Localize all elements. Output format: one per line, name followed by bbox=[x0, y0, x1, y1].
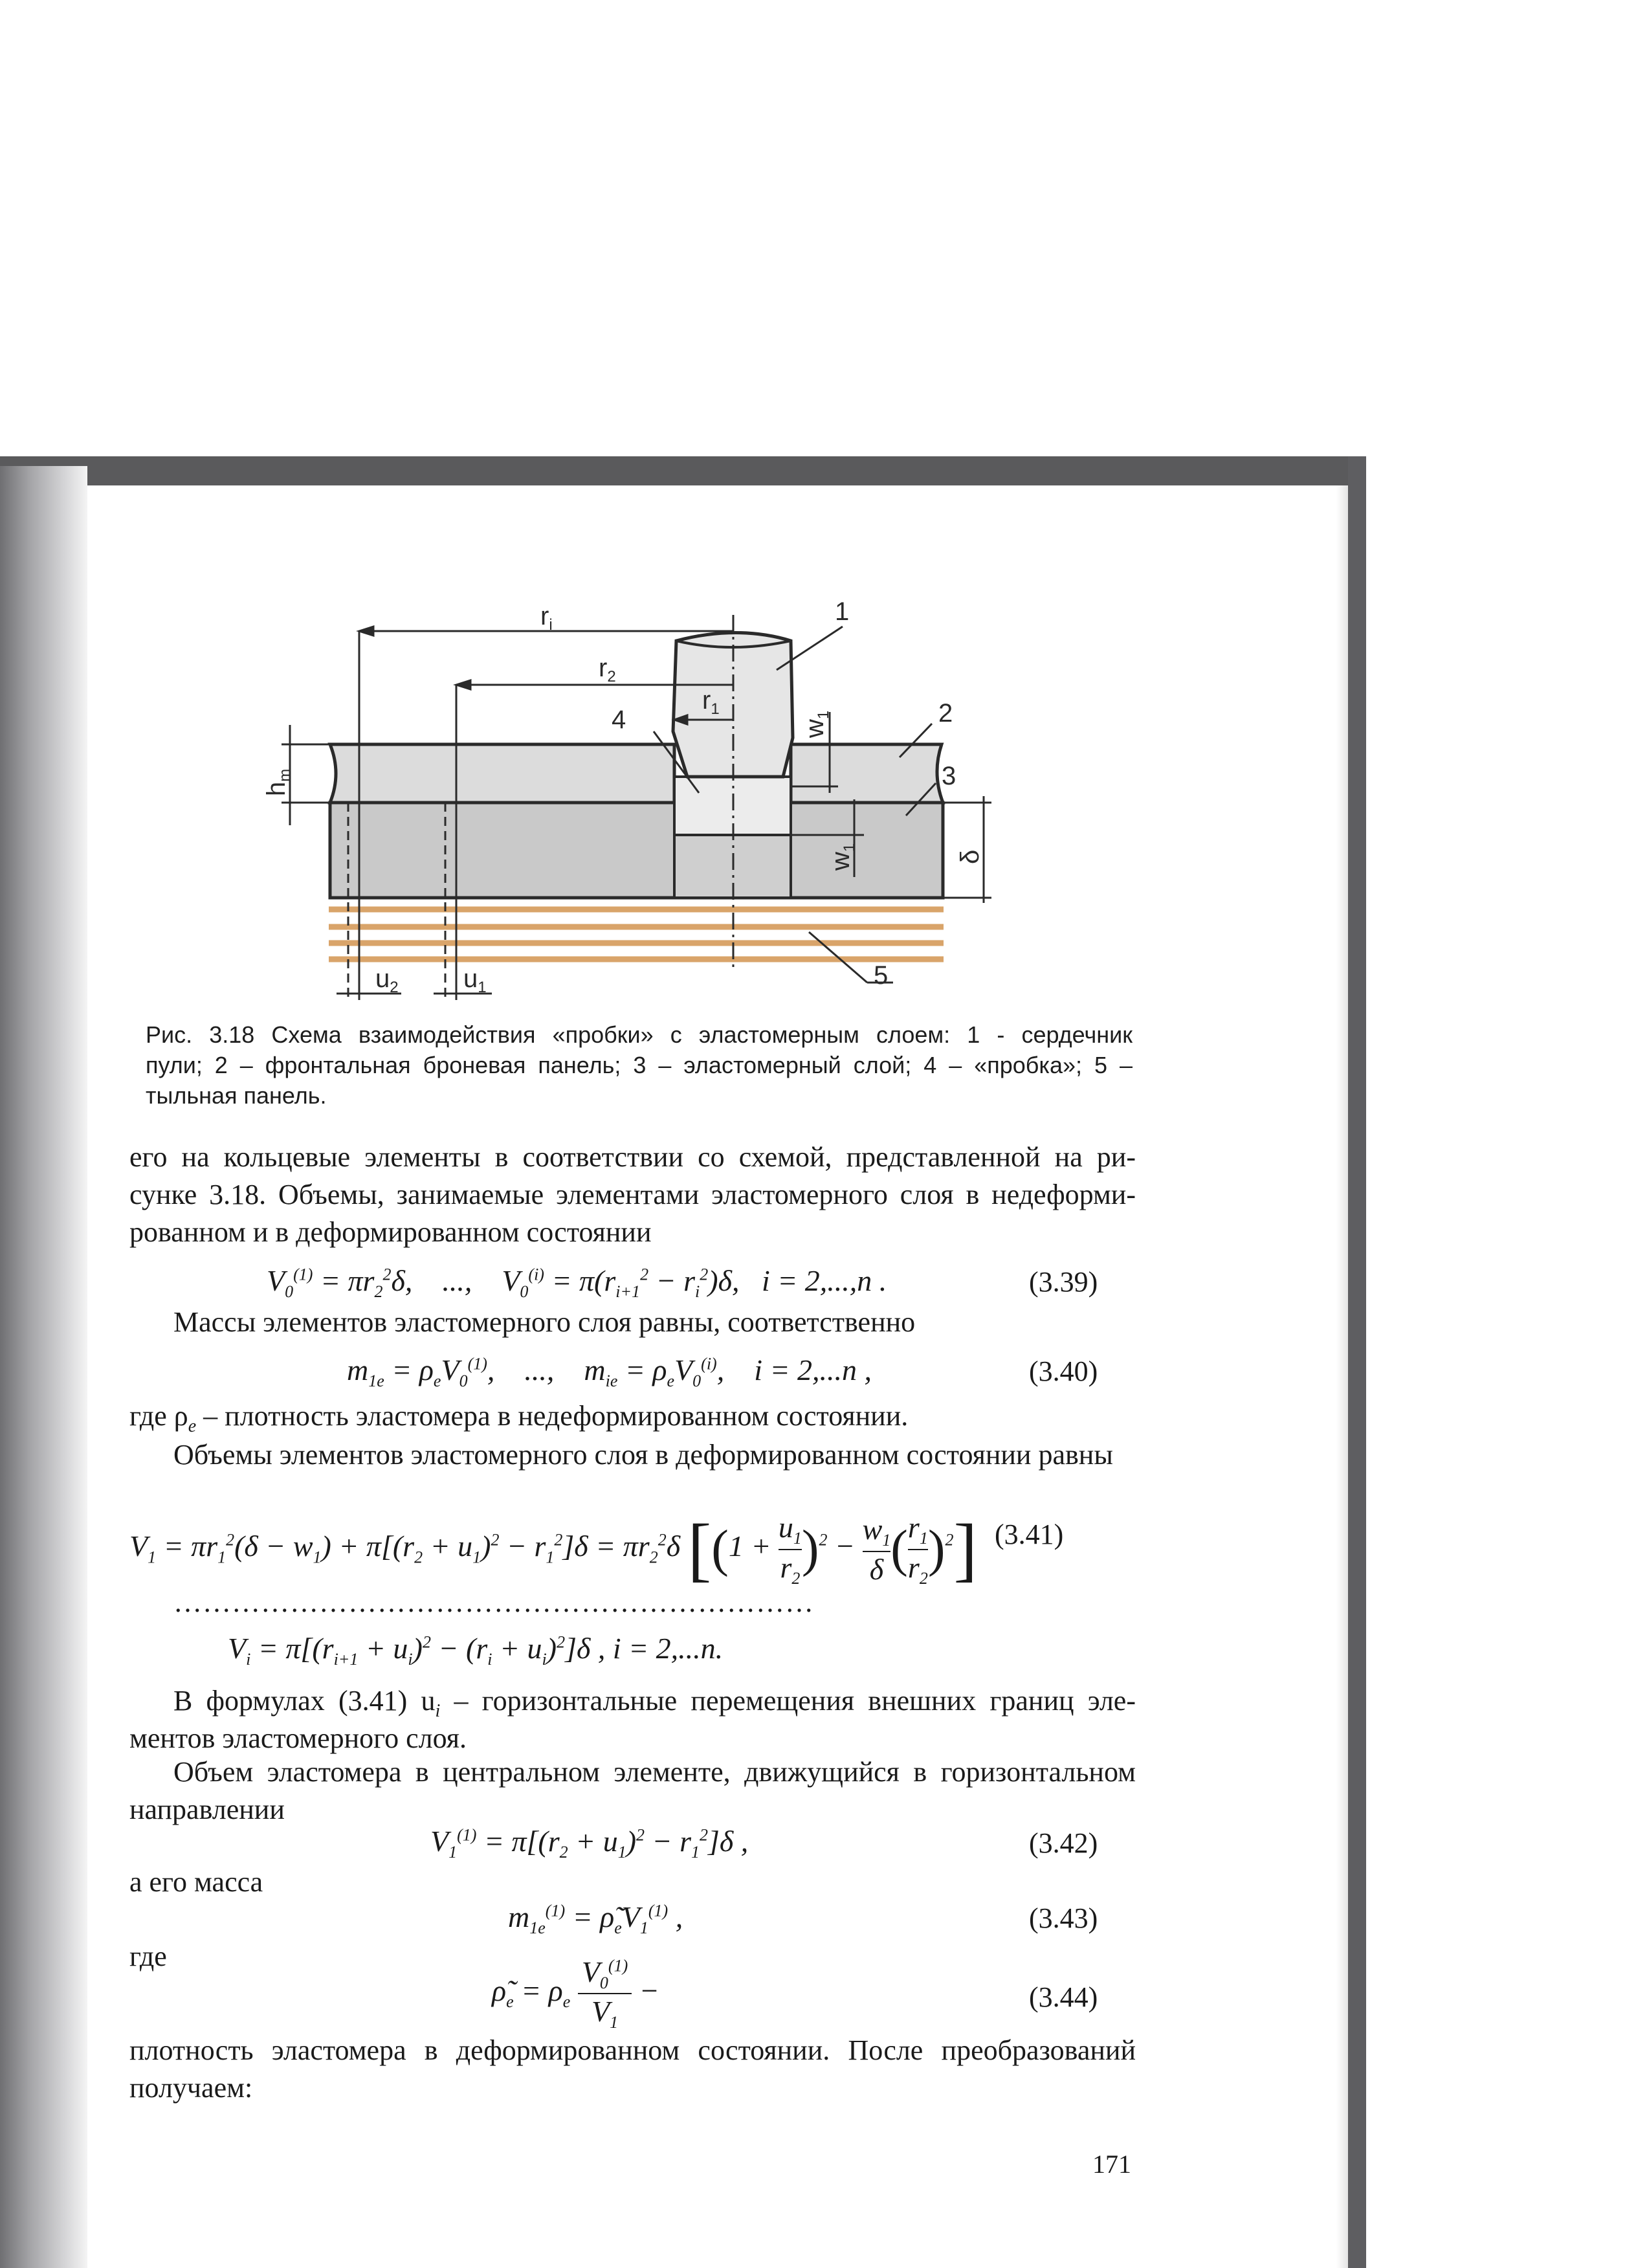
paragraph-4: Объемы элементов эластомерного слоя в деформированном состоянии равны bbox=[173, 1439, 1113, 1471]
figure-3-18 bbox=[0, 0, 1636, 1010]
label-number-1: 1 bbox=[835, 597, 850, 626]
front-panel-right bbox=[791, 744, 943, 803]
caption-line-3: тыльная панель. bbox=[146, 1082, 327, 1109]
paragraph-1-line-3: рованном и в деформированном состоянии bbox=[129, 1216, 652, 1248]
label-number-5: 5 bbox=[874, 961, 889, 990]
equation-3-41: $V_1 = \pi r_1^2(\delta - w_1) + \pi[(r_2 + u_1)^2 - r_1^2]\delta = \pi r_2^2\delta$ [(1 + $\frac{u_1}{r_2}$ )$^2$ − $\frac{w_1}{\delta}$ ( $\frac{r_1}{r_2}$ )$^2$] bbox=[129, 1509, 978, 1588]
paragraph-3: где $\rho_e$ – плотность эластомера в недеформированном состоянии. bbox=[129, 1400, 909, 1436]
label-number-3: 3 bbox=[942, 762, 956, 790]
label-r-i: $r_i$ bbox=[540, 602, 553, 634]
label-w1-bottom: $w_1$ bbox=[826, 843, 858, 871]
label-h-m: $h_m$ bbox=[262, 768, 294, 796]
equation-3-43: $m_{1e}^{(1)}$ = $\rhõ_eV_1^{(1)}$ , bbox=[508, 1900, 683, 1938]
paragraph-7: а его масса bbox=[129, 1866, 263, 1898]
equation-dots: ………………………………………………………… bbox=[173, 1586, 814, 1618]
caption-line-2: пули; 2 – фронтальная броневая панель; 3 – эластомерный слой; 4 – «пробка»; 5 – bbox=[146, 1052, 1133, 1078]
page-number: 171 bbox=[1092, 2150, 1131, 2179]
equation-number-3-44: (3.44) bbox=[1029, 1981, 1098, 2013]
equation-3-44: $\rhõ_e = \rho_e$ $\frac{V_0^{(1)}}{V_1}$ − bbox=[492, 1955, 659, 2032]
paragraph-9-line-2: получаем: bbox=[129, 2072, 253, 2104]
equation-number-3-39: (3.39) bbox=[1029, 1266, 1098, 1298]
label-w1-top: $w_1$ bbox=[801, 710, 832, 738]
paragraph-6-line-2: направлении bbox=[129, 1794, 285, 1825]
equation-number-3-41: (3.41) bbox=[995, 1518, 1064, 1550]
figure-caption bbox=[146, 1019, 1133, 1111]
paragraph-2: Массы элементов эластомерного слоя равны, соответственно bbox=[173, 1306, 916, 1338]
front-panel-left bbox=[330, 744, 674, 803]
equation-3-42: $V_1^{(1)} = \pi[(r_2 + u_1)^2 - r_1^2]\delta$ , bbox=[430, 1825, 749, 1862]
paragraph-1-line-2: сунке 3.18. Объемы, занимаемые элементами эластомерного слоя в недеформи- bbox=[129, 1179, 1136, 1210]
equation-3-39: $V_0^{(1)} = \pi r_2^2\delta$, ..., $V_0^{(i)} = \pi(r_{i+1}^2 - r_i^2)\delta$, i = 2,...,n . bbox=[267, 1264, 887, 1302]
label-u-1: $u_1$ bbox=[463, 964, 487, 996]
label-number-2: 2 bbox=[938, 699, 953, 728]
label-delta: δ bbox=[956, 849, 984, 864]
label-r-1: $r_1$ bbox=[702, 686, 720, 718]
caption-line-1: Рис. 3.18 Схема взаимодействия «пробки» с эластомерным слоем: 1 - сердечник bbox=[146, 1021, 1133, 1048]
equation-number-3-43: (3.43) bbox=[1029, 1902, 1098, 1934]
paragraph-5-line-2: ментов эластомерного слоя. bbox=[129, 1722, 467, 1754]
paragraph-6-line-1: Объем эластомера в центральном элементе, движущийся в горизонтальном bbox=[173, 1756, 1136, 1788]
equation-3-41-general: $V_i = \pi[(r_{i+1} + u_i)^2 - (r_i + u_i)^2]\delta$ , i = 2,...n. bbox=[228, 1632, 724, 1669]
back-panel-stripes bbox=[329, 909, 944, 959]
paragraph-5-line-1: В формулах (3.41) $u_i$ – горизонтальные перемещения внешних границ эле- bbox=[173, 1685, 1136, 1721]
equation-number-3-42: (3.42) bbox=[1029, 1827, 1098, 1859]
paragraph-1-line-1: его на кольцевые элементы в соответствии со схемой, представленной на ри- bbox=[129, 1141, 1136, 1173]
paragraph-9-line-1: плотность эластомера в деформированном состоянии. После преобразований bbox=[129, 2034, 1136, 2066]
equation-3-40: $m_{1e} = \rho_eV_0^{(1)}$, ..., $m_{ie} = \rho_eV_0^{(i)}$, i = 2,...n , bbox=[347, 1353, 872, 1391]
label-r-2: $r_2$ bbox=[599, 654, 616, 685]
label-number-4: 4 bbox=[612, 706, 626, 734]
paragraph-8: где bbox=[129, 1940, 167, 1972]
label-u-2: $u_2$ bbox=[375, 964, 399, 996]
equation-number-3-40: (3.40) bbox=[1029, 1355, 1098, 1387]
